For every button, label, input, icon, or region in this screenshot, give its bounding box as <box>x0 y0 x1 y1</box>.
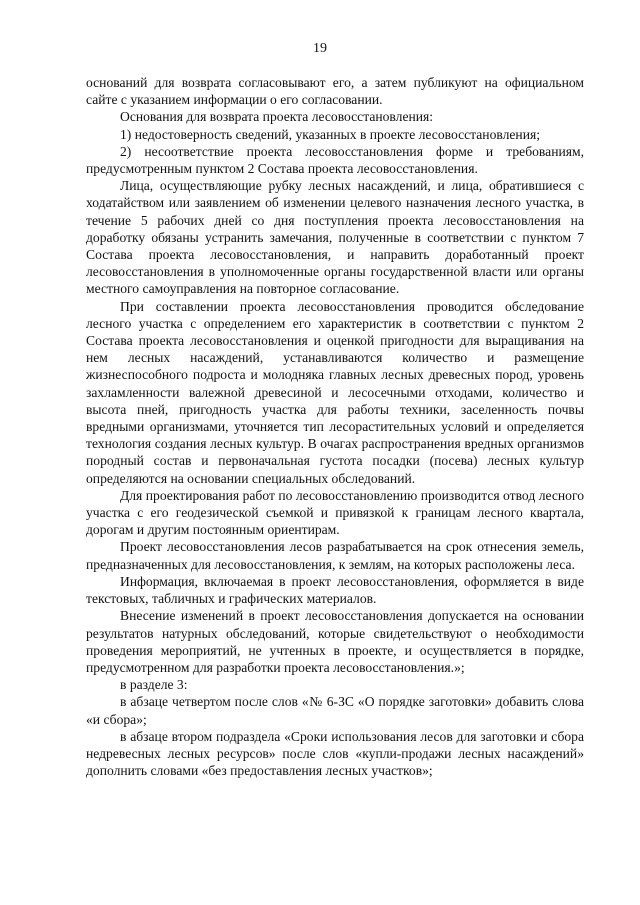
paragraph: Для проектирования работ по лесовосстановлению производится отвод лесного участка с его геодезической съемкой и привязкой к границам лесного квартала, дорогам и другим постоянным ориентирам. <box>86 487 584 538</box>
paragraph: 1) недостоверность сведений, указанных в проекте лесовосстановления; <box>120 126 540 142</box>
paragraph: в абзаце четвертом после слов «№ 6-ЗС «О порядке заготовки» добавить слова «и сбора»; <box>86 694 584 727</box>
paragraph: При составлении проекта лесовосстановления проводится обследование лесного участка с определением его характеристик в соответствии с пунктом 2 Состава проекта лесовосстановления и оценкой пригодности для выращивания на нем лесных насаждений, устанавливаются количество и размещение жизнеспособного подроста и молодняка главных лесных древесных пород, уровень захламленности валежной древесиной и лесосечными отходами, количество и высота пней, пригодность участка для работы техники, заселенность почвы вредными организмами, уточняется тип лесорастительных условий и определяется технология создания лесных культур. В очагах распространения вредных организмов породный состав и первоначальная густота посадки (посева) лесных культур определяются на основании специальных обследований. <box>86 298 584 486</box>
paragraph: Лица, осуществляющие рубку лесных насаждений, и лица, обратившиеся с ходатайством или заявлением об изменении целевого назначения лесного участка, в течение 5 рабочих дней со дня поступления проекта лесовосстановления на доработку обязаны устранить замечания, полученные в соответствии с пунктом 7 Состава проекта лесовосстановления, и направить доработанный проект лесовосстановления в уполномоченные органы государственной власти или органы местного самоуправления на повторное согласование. <box>86 178 584 297</box>
paragraph: в разделе 3: <box>120 677 188 693</box>
paragraph: 2) несоответствие проекта лесовосстановления форме и требованиям, предусмотренным пунктом 2 Состава проекта лесовосстановления. <box>86 143 584 177</box>
paragraph: в абзаце втором подраздела «Сроки использования лесов для заготовки и сбора недревесных лесных ресурсов» после слов «купли-продажи лесных насаждений» дополнить словами «без предоставления лесных участков»; <box>86 728 584 779</box>
paragraph: Основания для возврата проекта лесовосстановления: <box>120 109 434 125</box>
document-body <box>86 74 584 779</box>
paragraph: Внесение изменений в проект лесовосстановления допускается на основании результатов натурных обследований, которые свидетельствуют о необходимости проведения мероприятий, не учтенных в проекте, и осуществляется в порядке, предусмотренном для разработки проекта лесовосстановления.»; <box>86 608 584 675</box>
paragraph: оснований для возврата согласовывают его, а затем публикуют на официальном сайте с указанием информации о его согласовании. <box>86 75 584 108</box>
page-number: 19 <box>313 41 327 56</box>
paragraph: Проект лесовосстановления лесов разрабатывается на срок отнесения земель, предназначенных для лесовосстановления, к землям, на которых расположены леса. <box>86 539 584 572</box>
paragraph: Информация, включаемая в проект лесовосстановления, оформляется в виде текстовых, табличных и графических материалов. <box>86 573 584 607</box>
